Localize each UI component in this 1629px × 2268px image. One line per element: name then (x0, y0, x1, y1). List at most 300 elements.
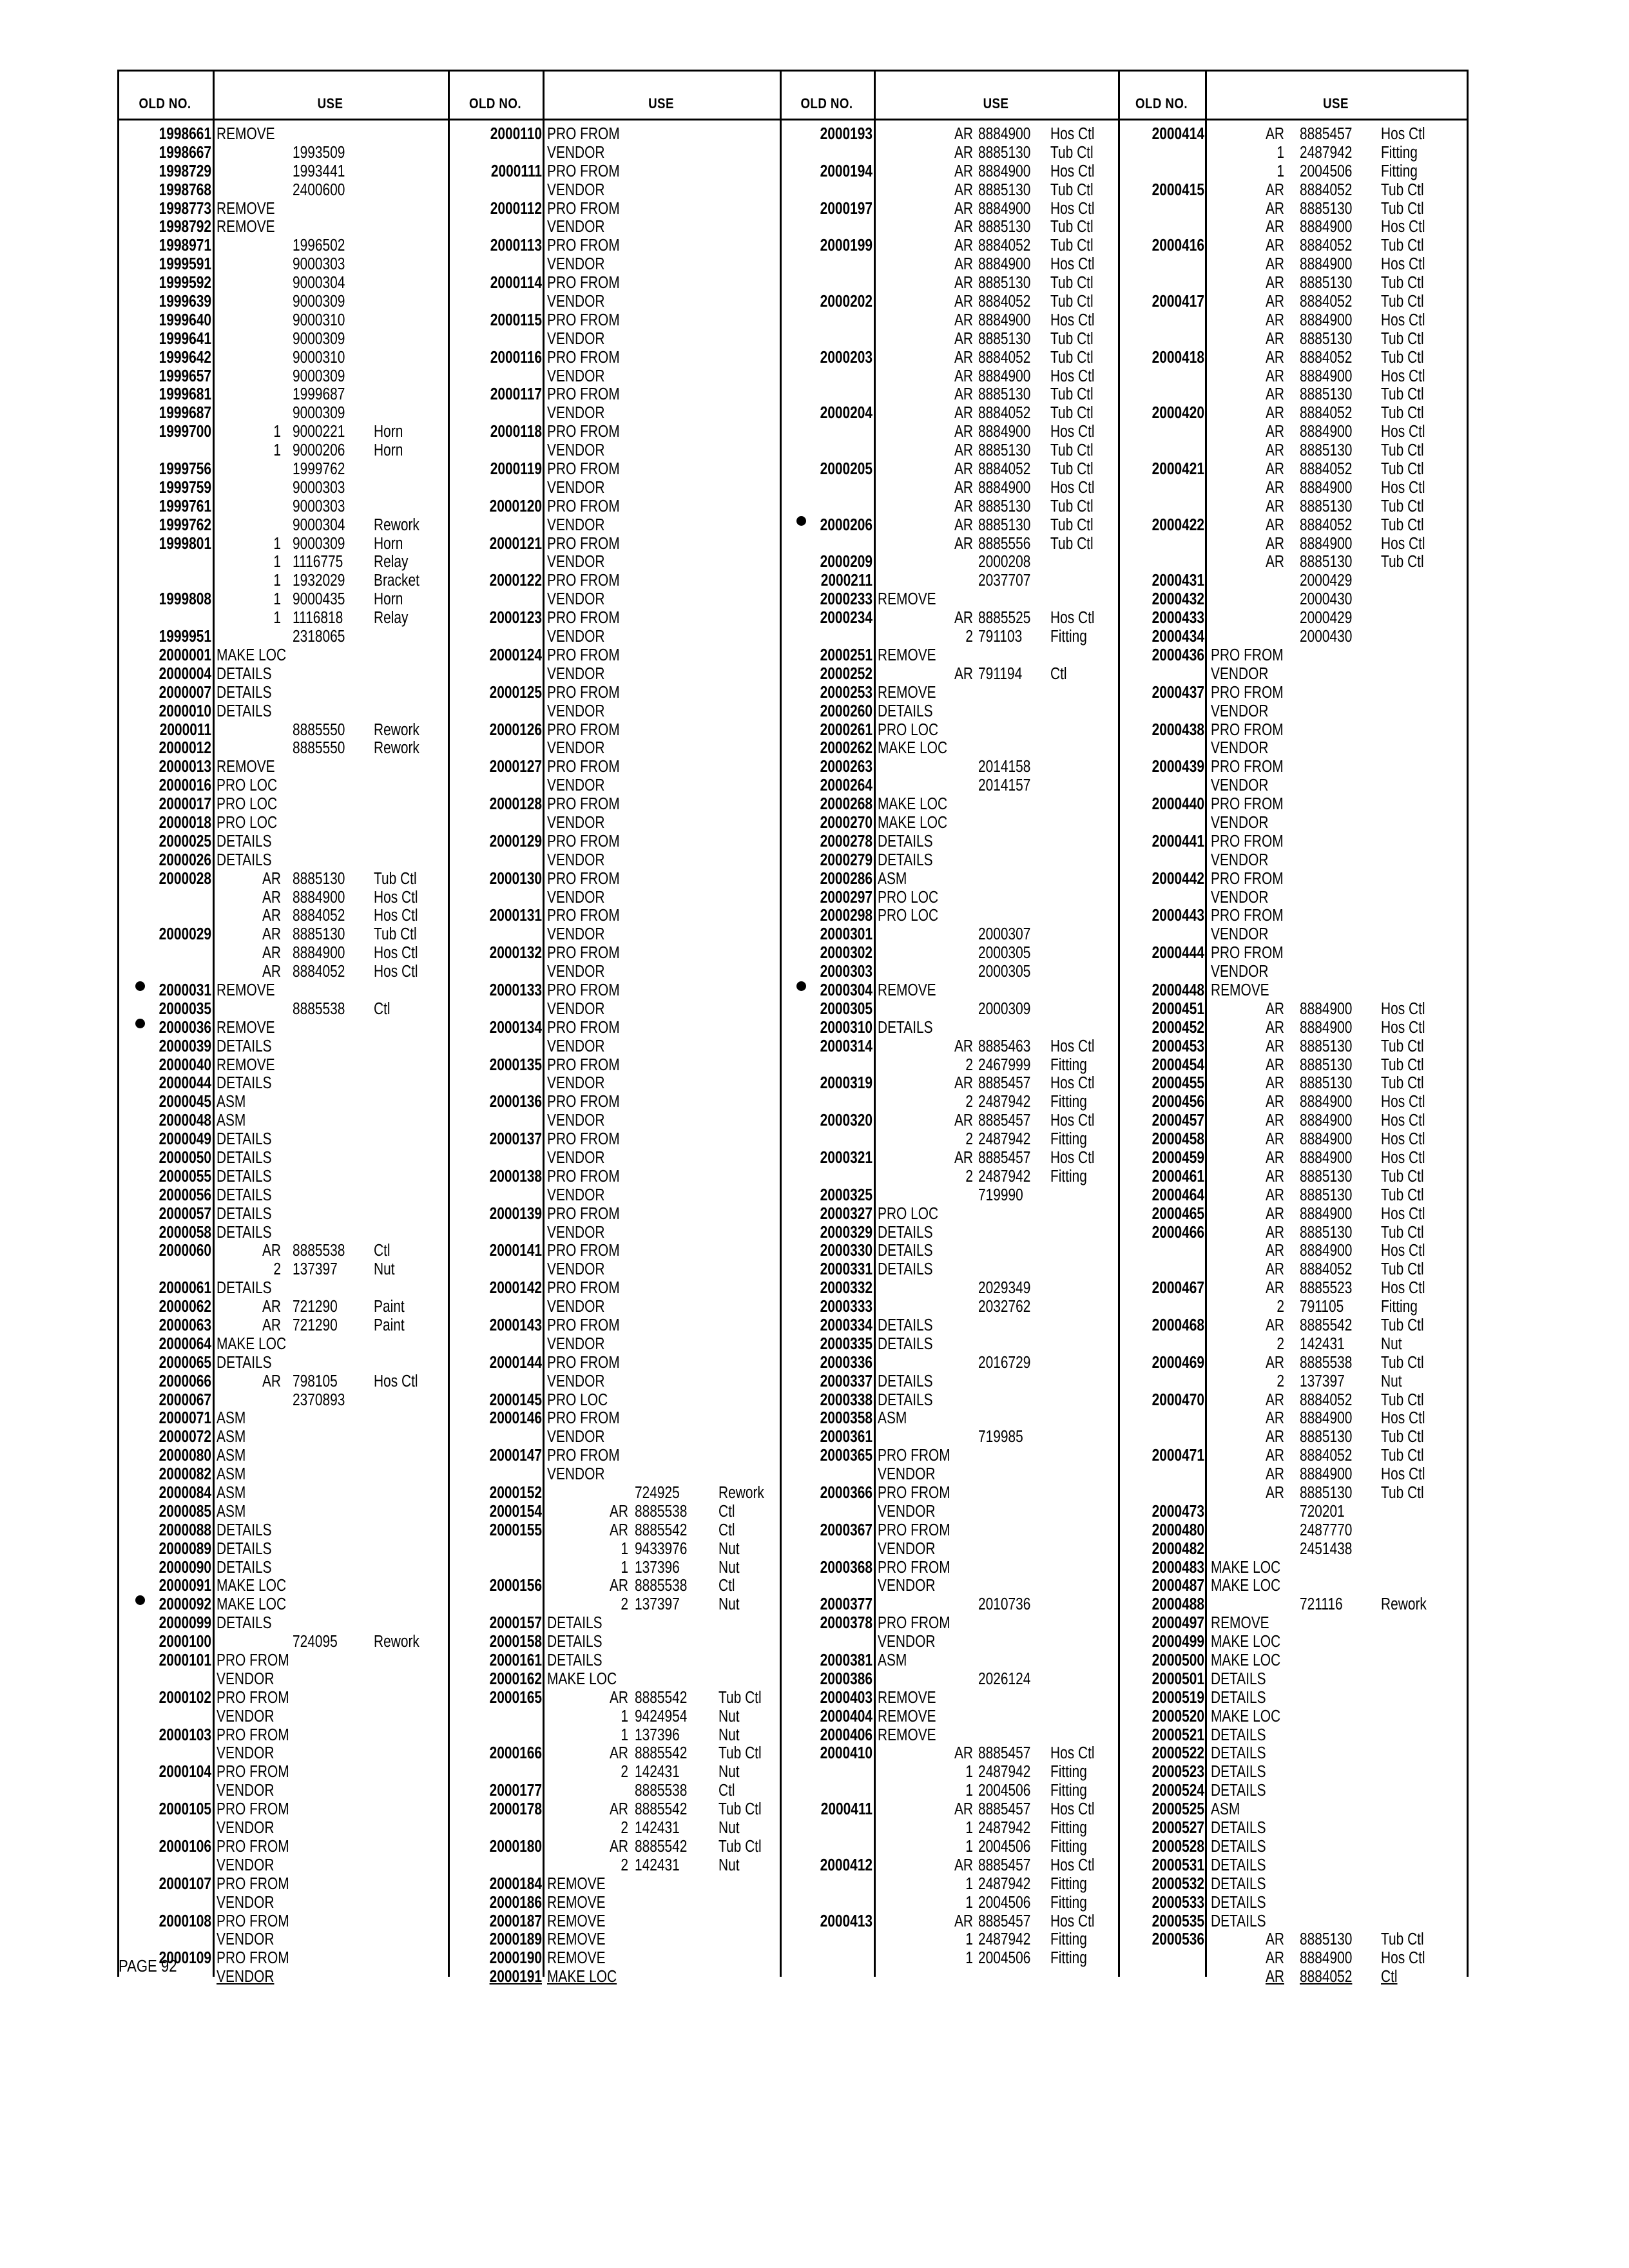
use-text: PRO LOC (878, 1204, 939, 1223)
old-part-number: 2000420 (1152, 404, 1204, 423)
table-row (1118, 889, 1467, 907)
new-part-number: 8885556 (978, 534, 1031, 553)
quantity: 2 (965, 628, 973, 646)
table-row (1118, 218, 1467, 236)
new-part-number: 9000435 (293, 590, 345, 609)
table-row (780, 460, 1118, 479)
table-row (780, 721, 1118, 740)
use-text: DETAILS (878, 1334, 933, 1353)
use-text: PRO FROM (547, 646, 620, 664)
new-part-number: 142431 (635, 1856, 680, 1874)
quantity: AR (1265, 1130, 1284, 1149)
quantity: AR (1265, 460, 1284, 479)
table-row (448, 832, 780, 851)
table-row (780, 218, 1118, 236)
table-row (1118, 1074, 1467, 1093)
quantity: AR (1265, 1055, 1284, 1074)
part-description: Hos Ctl (1050, 423, 1095, 441)
part-description: Tub Ctl (1381, 236, 1424, 255)
quantity: AR (954, 367, 973, 385)
part-description: Relay (374, 553, 409, 572)
table-row (448, 628, 780, 646)
part-description: Hos Ctl (1050, 1912, 1095, 1930)
new-part-number: 8885130 (1300, 1037, 1353, 1055)
table-row (1118, 1037, 1467, 1056)
table-row (780, 1800, 1118, 1819)
table-row (1118, 125, 1467, 144)
new-part-number: 8884900 (1300, 1949, 1353, 1968)
old-part-number: 2000112 (490, 199, 542, 218)
old-part-number: 2000301 (820, 925, 872, 944)
use-text: MAKE LOC (878, 813, 948, 832)
part-description: Hos Ctl (1381, 218, 1425, 236)
use-text: DETAILS (1211, 1837, 1266, 1856)
use-text: REMOVE (878, 981, 936, 999)
old-part-number: 2000084 (159, 1484, 211, 1503)
old-part-number: 2000011 (159, 720, 211, 739)
quantity: 1 (273, 590, 281, 609)
new-part-number: 9000303 (293, 255, 345, 274)
table-row (1118, 1577, 1467, 1595)
old-part-number: 2000304 (820, 981, 872, 999)
new-part-number: 8884900 (1300, 1242, 1353, 1260)
old-part-number: 2000106 (159, 1837, 211, 1856)
new-part-number: 9000221 (293, 423, 345, 441)
table-row (1118, 274, 1467, 293)
old-part-number: 2000473 (1152, 1502, 1204, 1521)
use-text: DETAILS (878, 1018, 933, 1037)
table-row (1118, 776, 1467, 795)
use-text: PRO FROM (547, 869, 620, 888)
table-row (117, 889, 448, 907)
old-part-number: 2000443 (1152, 907, 1204, 925)
old-part-number: 2000205 (820, 460, 872, 479)
new-part-number: 2487942 (978, 1874, 1031, 1893)
old-part-number: 2000050 (159, 1148, 211, 1167)
table-row (780, 1446, 1118, 1465)
new-part-number: 2000305 (978, 963, 1031, 981)
table-row (1118, 628, 1467, 646)
table-row (448, 1503, 780, 1521)
old-part-number: 2000325 (820, 1186, 872, 1204)
use-text: PRO FROM (547, 534, 620, 553)
old-part-number: 2000071 (159, 1409, 211, 1428)
table-row (780, 1260, 1118, 1279)
old-part-number: 2000039 (159, 1037, 211, 1055)
new-part-number: 9000303 (293, 497, 345, 515)
old-part-number: 2000440 (1152, 795, 1204, 814)
table-row (117, 553, 448, 572)
new-part-number: 8884900 (1300, 999, 1353, 1018)
table-row (448, 1782, 780, 1800)
quantity: AR (1265, 1949, 1284, 1968)
table-row (1118, 1372, 1467, 1391)
quantity: 1 (273, 441, 281, 460)
quantity: AR (954, 478, 973, 497)
new-part-number: 9000309 (293, 293, 345, 311)
use-text: MAKE LOC (217, 646, 287, 664)
table-row (780, 1111, 1118, 1130)
table-row (1118, 1782, 1467, 1800)
use-text: REMOVE (1211, 981, 1269, 999)
new-part-number: 2000208 (978, 553, 1031, 572)
new-part-number: 9000309 (293, 534, 345, 553)
new-part-number: 8884052 (1300, 460, 1353, 479)
new-part-number: 8885457 (978, 1744, 1031, 1763)
table-row (448, 255, 780, 274)
table-row (780, 144, 1118, 162)
use-text: VENDOR (217, 1782, 275, 1800)
table-row (117, 441, 448, 460)
header-old-no: OLD NO. (469, 95, 521, 111)
old-part-number: 2000368 (820, 1558, 872, 1577)
new-part-number: 8885542 (635, 1688, 688, 1707)
use-text: PRO LOC (878, 888, 939, 907)
use-text: MAKE LOC (217, 1577, 287, 1595)
use-text: VENDOR (547, 590, 605, 609)
old-part-number: 2000001 (159, 646, 211, 664)
old-part-number: 2000470 (1152, 1390, 1204, 1409)
old-part-number: 2000177 (489, 1782, 542, 1800)
old-part-number: 2000136 (489, 1093, 542, 1111)
use-text: VENDOR (547, 776, 605, 795)
new-part-number: 9000309 (293, 367, 345, 385)
old-part-number: 2000056 (159, 1186, 211, 1204)
new-part-number: 8884900 (1300, 1130, 1353, 1149)
use-text: DETAILS (217, 1614, 272, 1633)
old-part-number: 2000521 (1152, 1725, 1204, 1744)
new-part-number: 8884900 (1300, 1148, 1353, 1167)
new-part-number: 2000307 (978, 925, 1031, 944)
new-part-number: 791194 (978, 664, 1023, 683)
table-row (780, 1744, 1118, 1763)
new-part-number: 2014157 (978, 776, 1031, 795)
old-part-number: 2000139 (489, 1204, 542, 1223)
table-row (117, 1838, 448, 1856)
part-description: Tub Ctl (1050, 180, 1094, 199)
old-part-number: 2000433 (1152, 609, 1204, 628)
table-row (117, 236, 448, 255)
quantity: 2 (1277, 1372, 1284, 1390)
new-part-number: 8884052 (293, 963, 345, 981)
use-text: PRO FROM (547, 832, 620, 850)
use-text: DETAILS (1211, 1893, 1266, 1912)
old-part-number: 2000089 (159, 1539, 211, 1558)
table-row (1118, 367, 1467, 386)
use-text: VENDOR (217, 1893, 275, 1912)
part-description: Hos Ctl (1050, 609, 1095, 628)
table-row (117, 590, 448, 609)
part-description: Nut (718, 1763, 740, 1782)
use-text: DETAILS (878, 702, 933, 720)
table-row (1118, 1186, 1467, 1205)
table-row (117, 870, 448, 889)
table-row (448, 1800, 780, 1819)
use-text: PRO FROM (547, 1446, 620, 1465)
old-part-number: 2000261 (820, 720, 872, 739)
use-text: ASM (217, 1111, 246, 1130)
use-text: ASM (878, 1651, 907, 1670)
table-row (117, 1111, 448, 1130)
old-part-number: 2000381 (820, 1651, 872, 1670)
table-row (448, 1744, 780, 1763)
old-part-number: 1998773 (159, 199, 211, 218)
part-description: Tub Ctl (1050, 348, 1094, 367)
table-row (448, 423, 780, 441)
old-part-number: 1999756 (159, 460, 211, 479)
use-text: PRO LOC (217, 776, 278, 795)
quantity: AR (954, 236, 973, 255)
table-row (1118, 1446, 1467, 1465)
table-row (117, 1074, 448, 1093)
old-part-number: 2000535 (1152, 1912, 1204, 1930)
quantity: 1 (273, 553, 281, 572)
old-part-number: 2000270 (820, 813, 872, 832)
use-text: REMOVE (878, 1707, 936, 1725)
table-row (1118, 590, 1467, 609)
old-part-number: 2000064 (159, 1334, 211, 1353)
use-text: PRO FROM (547, 1093, 620, 1111)
table-row (117, 907, 448, 925)
table-row (117, 535, 448, 553)
table-border (1467, 70, 1469, 1977)
use-text: REMOVE (217, 1055, 275, 1074)
part-description: Hos Ctl (374, 907, 418, 925)
table-row (448, 162, 780, 181)
use-text: VENDOR (547, 1074, 605, 1093)
table-row (1118, 814, 1467, 832)
new-part-number: 8885130 (293, 869, 345, 888)
use-text: DETAILS (878, 1242, 933, 1260)
quantity: AR (1265, 1093, 1284, 1111)
table-row (448, 1130, 780, 1149)
table-row (780, 535, 1118, 553)
quantity: 2 (621, 1819, 628, 1838)
use-text: MAKE LOC (1211, 1707, 1281, 1725)
table-row (448, 1260, 780, 1279)
part-description: Tub Ctl (1050, 329, 1094, 348)
table-row (1118, 1912, 1467, 1931)
use-text: PRO FROM (217, 1651, 289, 1670)
table-row (117, 1354, 448, 1372)
table-row (1118, 1968, 1467, 1986)
table-row (117, 1689, 448, 1707)
new-part-number: 8885457 (978, 1800, 1031, 1819)
table-row (780, 293, 1118, 311)
use-text: VENDOR (547, 515, 605, 534)
header-use: USE (1323, 95, 1349, 111)
part-description: Horn (374, 441, 403, 460)
table-row (117, 1559, 448, 1577)
old-part-number: 2000260 (820, 702, 872, 720)
quantity: AR (1265, 1446, 1284, 1465)
part-description: Nut (718, 1707, 740, 1725)
use-text: VENDOR (217, 1819, 275, 1838)
table-row (448, 553, 780, 572)
table-row (1118, 665, 1467, 684)
quantity: AR (609, 1502, 628, 1521)
table-row (1118, 609, 1467, 628)
old-part-number: 2000162 (489, 1669, 542, 1688)
use-text: REMOVE (217, 199, 275, 218)
use-text: PRO FROM (547, 795, 620, 814)
part-description: Tub Ctl (1381, 199, 1424, 218)
table-row (117, 721, 448, 740)
table-row (117, 1577, 448, 1595)
new-part-number: 8885130 (1300, 329, 1353, 348)
table-row (1118, 963, 1467, 981)
table-row (780, 1503, 1118, 1521)
table-row (448, 609, 780, 628)
part-description: Tub Ctl (1381, 1260, 1424, 1279)
old-part-number: 2000524 (1152, 1782, 1204, 1800)
new-part-number: 8884052 (1300, 1446, 1353, 1465)
quantity: AR (1265, 1465, 1284, 1484)
use-text: MAKE LOC (1211, 1558, 1281, 1577)
use-text: REMOVE (217, 125, 275, 143)
use-text: ASM (878, 869, 907, 888)
old-part-number: 2000035 (159, 999, 211, 1018)
quantity: 1 (273, 534, 281, 553)
old-part-number: 1999639 (159, 293, 211, 311)
new-part-number: 8885523 (1300, 1279, 1353, 1298)
use-text: DETAILS (547, 1614, 602, 1633)
table-row (1118, 1521, 1467, 1540)
table-row (117, 1130, 448, 1149)
table-row (780, 590, 1118, 609)
table-row (780, 1614, 1118, 1633)
new-part-number: 1116818 (293, 609, 343, 628)
new-part-number: 2467999 (978, 1055, 1031, 1074)
table-row (448, 218, 780, 236)
new-part-number: 8884900 (1300, 1093, 1353, 1111)
part-description: Tub Ctl (1381, 1930, 1424, 1949)
new-part-number: 8885130 (1300, 1223, 1353, 1242)
old-part-number: 2000061 (159, 1279, 211, 1298)
part-description: Tub Ctl (1050, 441, 1094, 460)
quantity: AR (954, 404, 973, 423)
table-row (448, 1540, 780, 1559)
new-part-number: 137397 (635, 1595, 680, 1614)
new-part-number: 8885130 (1300, 553, 1353, 572)
use-text: ASM (878, 1409, 907, 1428)
use-text: VENDOR (217, 1669, 275, 1688)
table-row (1118, 144, 1467, 162)
table-row (780, 1093, 1118, 1111)
old-part-number: 2000480 (1152, 1521, 1204, 1539)
quantity: 1 (273, 609, 281, 628)
new-part-number: 2004506 (1300, 162, 1353, 180)
quantity: AR (954, 329, 973, 348)
quantity: AR (609, 1521, 628, 1539)
table-row (1118, 181, 1467, 200)
table-row (117, 1391, 448, 1410)
part-description: Ctl (718, 1577, 735, 1595)
quantity: AR (1265, 1390, 1284, 1409)
use-text: VENDOR (547, 1372, 605, 1390)
table-row (117, 1149, 448, 1168)
use-text: PRO FROM (1211, 646, 1284, 664)
table-row (448, 907, 780, 925)
use-text: PRO FROM (878, 1521, 950, 1539)
use-text: VENDOR (547, 963, 605, 981)
new-part-number: 2000429 (1300, 572, 1353, 590)
table-row (780, 1559, 1118, 1577)
use-text: VENDOR (217, 1744, 275, 1763)
use-text: PRO FROM (547, 572, 620, 590)
old-part-number: 2000264 (820, 776, 872, 795)
use-text: DETAILS (1211, 1874, 1266, 1893)
table-row (1118, 1428, 1467, 1446)
old-part-number: 2000029 (159, 925, 211, 944)
table-row (780, 516, 1118, 535)
old-part-number: 2000063 (159, 1316, 211, 1334)
part-description: Hos Ctl (1050, 1037, 1095, 1055)
table-row (1118, 1093, 1467, 1111)
part-description: Hos Ctl (1050, 1148, 1095, 1167)
quantity: AR (1265, 1484, 1284, 1503)
new-part-number: 8885130 (1300, 1167, 1353, 1186)
table-row (117, 1521, 448, 1540)
table-row (1118, 349, 1467, 367)
table-row (780, 1838, 1118, 1856)
part-description: Bracket (374, 572, 419, 590)
old-part-number: 2000031 (159, 981, 211, 999)
part-description: Hos Ctl (1050, 1856, 1095, 1874)
old-part-number: 2000378 (820, 1614, 872, 1633)
quantity: AR (1265, 534, 1284, 553)
part-description: Tub Ctl (1381, 274, 1424, 293)
quantity: AR (609, 1688, 628, 1707)
use-text: REMOVE (878, 683, 936, 702)
old-part-number: 2000133 (489, 981, 542, 999)
table-row (117, 1912, 448, 1931)
use-text: PRO LOC (878, 720, 939, 739)
use-text: ASM (1211, 1800, 1240, 1819)
part-description: Hos Ctl (1381, 1018, 1425, 1037)
header-old-no: OLD NO. (800, 95, 853, 111)
use-text: PRO FROM (547, 274, 620, 293)
new-part-number: 8885130 (1300, 1428, 1353, 1446)
quantity: AR (1265, 1242, 1284, 1260)
use-text: VENDOR (217, 1968, 275, 1986)
use-text: REMOVE (217, 981, 275, 999)
old-part-number: 2000411 (820, 1800, 872, 1819)
old-part-number: 2000067 (159, 1390, 211, 1409)
use-text: PRO FROM (878, 1484, 950, 1503)
quantity: AR (1265, 1186, 1284, 1204)
use-text: PRO FROM (547, 609, 620, 628)
part-description: Tub Ctl (718, 1744, 762, 1763)
quantity: AR (1265, 199, 1284, 218)
table-row (1118, 870, 1467, 889)
old-part-number: 2000329 (820, 1223, 872, 1242)
old-part-number: 2000444 (1152, 944, 1204, 963)
new-part-number: 721116 (1300, 1595, 1343, 1614)
old-part-number: 2000103 (159, 1725, 211, 1744)
part-description: Tub Ctl (718, 1837, 762, 1856)
table-row (780, 1819, 1118, 1838)
quantity: AR (1265, 999, 1284, 1018)
quantity: 2 (965, 1167, 973, 1186)
quantity: AR (1265, 1409, 1284, 1428)
use-text: REMOVE (547, 1930, 606, 1949)
old-part-number: 2000278 (820, 832, 872, 850)
new-part-number: 8884900 (1300, 534, 1353, 553)
quantity: AR (262, 888, 281, 907)
quantity: AR (954, 609, 973, 628)
use-text: VENDOR (1211, 888, 1269, 907)
